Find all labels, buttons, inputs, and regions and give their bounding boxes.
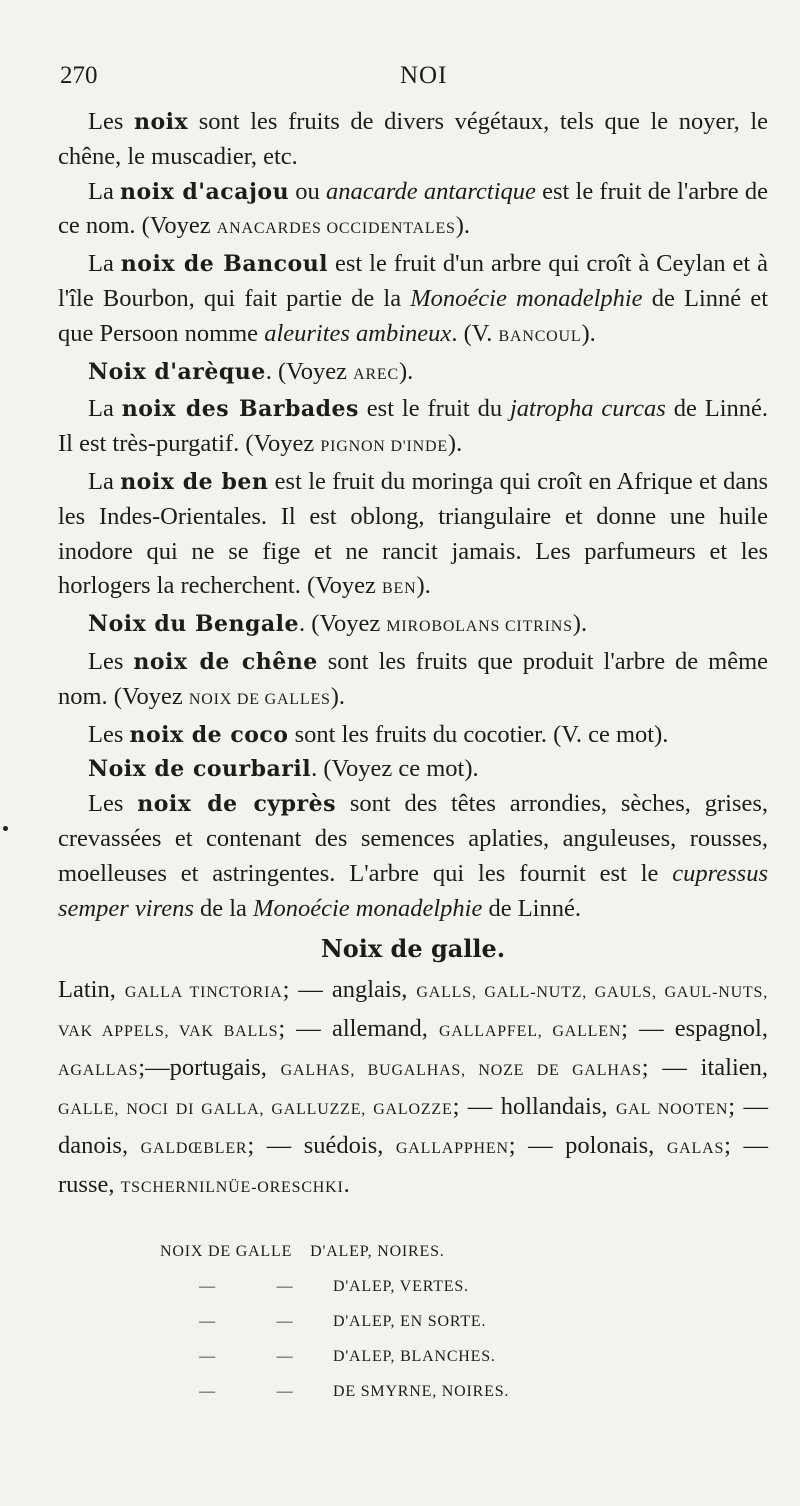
entry-noix-coco: Les noix de coco sont les fruits du cocotier. (V. ce mot). [88,720,669,748]
body-text [58,105,768,1206]
entry-noix: Les noix sont les fruits de divers végétaux, tels que le noyer, le chêne, le muscadier, etc. [58,108,768,170]
entry-noix-bengale: Noix du Bengale. (Voyez MIROBOLANS CITRINS). [88,610,588,638]
list-item: — — D'ALEP, VERTES. [199,1278,469,1295]
running-title: NOI [400,62,448,89]
section-heading: Noix de galle. [320,934,506,964]
entry-noix-barbades: La noix des Barbades est le fruit du jatropha curcas de Linné. Il est très-purgatif. (Voyez PIGNON D'INDE). [58,395,769,458]
page-header [60,62,760,102]
entry-noix-acajou: La noix d'acajou ou anacarde antarctique est le fruit de l'arbre de ce nom. (Voyez ANACARDES OCCIDENTALES). [58,177,768,240]
list-item: — — DE SMYRNE, NOIRES. [199,1383,510,1400]
entry-noix-ben: La noix de ben est le fruit du moringa qui croît en Afrique et dans les Indes-Orientales. Il est oblong, triangulaire et donne une huile inodore qui ne se fige et ne rancit jamais. Les parfumeurs et les horlogers la recherchent. (Voyez BEN). [58,467,769,600]
page-number: 270 [60,62,98,89]
list-item: — — D'ALEP, BLANCHES. [199,1348,496,1365]
synonyms-paragraph: Latin, GALLA TINCTORIA; — anglais, GALLS, GALL-NUTZ, GAULS, GAUL-NUTS, VAK APPELS, VAK BALLS; — allemand, GALLAPFEL, GALLEN; — espagnol, AGALLAS;—portugais, GALHAS, BUGALHAS, NOZE DE GALHAS; — italien, GALLE, NOCI DI GALLA, GALLUZZE, GALOZZE; — hollandais, GAL NOOTEN; — danois, GALDŒBLER; — suédois, GALLAPPHEN; — polonais, GALAS; — russe, TSCHERNILNÜE-ORESCHKI. [58,976,769,1199]
entry-noix-bancoul: La noix de Bancoul est le fruit d'un arbre qui croît à Ceylan et à l'île Bourbon, qui fait partie de la Monoécie monadelphie de Linné et que Persoon nomme aleurites ambineux. (V. BANCOUL). [58,250,769,347]
entry-noix-courbaril: Noix de courbaril. (Voyez ce mot). [88,755,479,783]
ink-speck [3,826,8,831]
list-item: — — D'ALEP, EN SORTE. [199,1313,487,1330]
entry-noix-chene: Les noix de chêne sont les fruits que produit l'arbre de même nom. (Voyez NOIX DE GALLES). [58,647,768,710]
list-item: NOIX DE GALLE D'ALEP, NOIRES. [160,1243,445,1260]
varieties-list [160,1234,509,1409]
entry-noix-areque: Noix d'arèque. (Voyez AREC). [88,357,414,385]
entry-noix-cypres: Les noix de cyprès sont des têtes arrondies, sèches, grises, crevassées et contenant des semences aplaties, anguleuses, rousses, moelleuses et astringentes. L'arbre qui les fournit est le cupressus semper virens de la Monoécie monadelphie de Linné. [58,790,768,922]
